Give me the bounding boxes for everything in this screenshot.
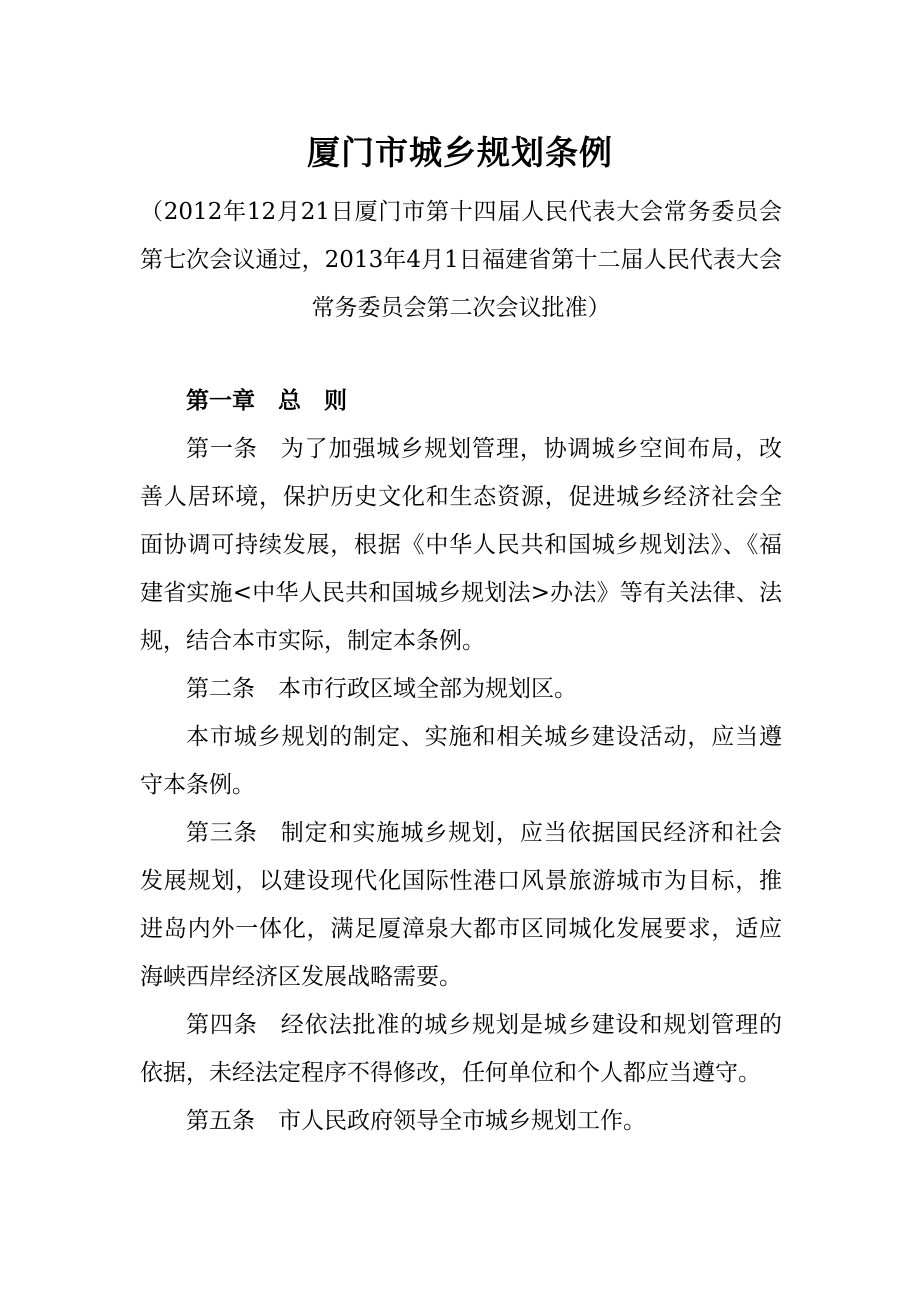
article-2-paragraph-2: [140, 713, 782, 809]
article-text: 为了加强城乡规划管理，协调城乡空间布局，改善人居环境，保护历史文化和生态资源，促进城乡经济社会全面协调可持续发展，根据《中华人民共和国城乡规划法》、《福建省实施<中华人民共和国城乡规划法>办法》等有关法律、法规，结合本市实际，制定本条例。: [140, 436, 783, 654]
article-text: 市人民政府领导全市城乡规划工作。: [278, 1108, 646, 1134]
article-text: 本市行政区域全部为规划区。: [278, 676, 577, 702]
document-subtitle: （2012年12月21日厦门市第十四届人民代表大会常务委员会第七次会议通过，2013年4月1日福建省第十二届人民代表大会常务委员会第二次会议批准）: [140, 199, 782, 321]
article-4: [140, 1001, 782, 1097]
article-5: [140, 1097, 782, 1145]
article-text: 制定和实施城乡规划，应当依据国民经济和社会发展规划，以建设现代化国际性港口风景旅游城市为目标，推进岛内外一体化，满足厦漳泉大都市区同城化发展要求，适应海峡西岸经济区发展战略需要。: [140, 820, 783, 990]
article-label: 第二条: [186, 676, 255, 702]
article-text: 本市城乡规划的制定、实施和相关城乡建设活动，应当遵守本条例。: [140, 724, 782, 798]
article-label: 第一条: [186, 436, 258, 462]
article-1: [140, 425, 782, 665]
article-label: 第三条: [186, 820, 258, 846]
article-3: [140, 809, 782, 1001]
article-text: 经依法批准的城乡规划是城乡建设和规划管理的依据，未经法定程序不得修改，任何单位和个人都应当遵守。: [140, 1012, 783, 1086]
article-label: 第四条: [186, 1012, 258, 1038]
article-label: 第五条: [186, 1108, 255, 1134]
article-2: [140, 665, 782, 713]
chapter-heading: 第一章 总 则: [186, 387, 347, 414]
document-title: 厦门市城乡规划条例: [307, 133, 613, 172]
document-body: [140, 377, 782, 1145]
